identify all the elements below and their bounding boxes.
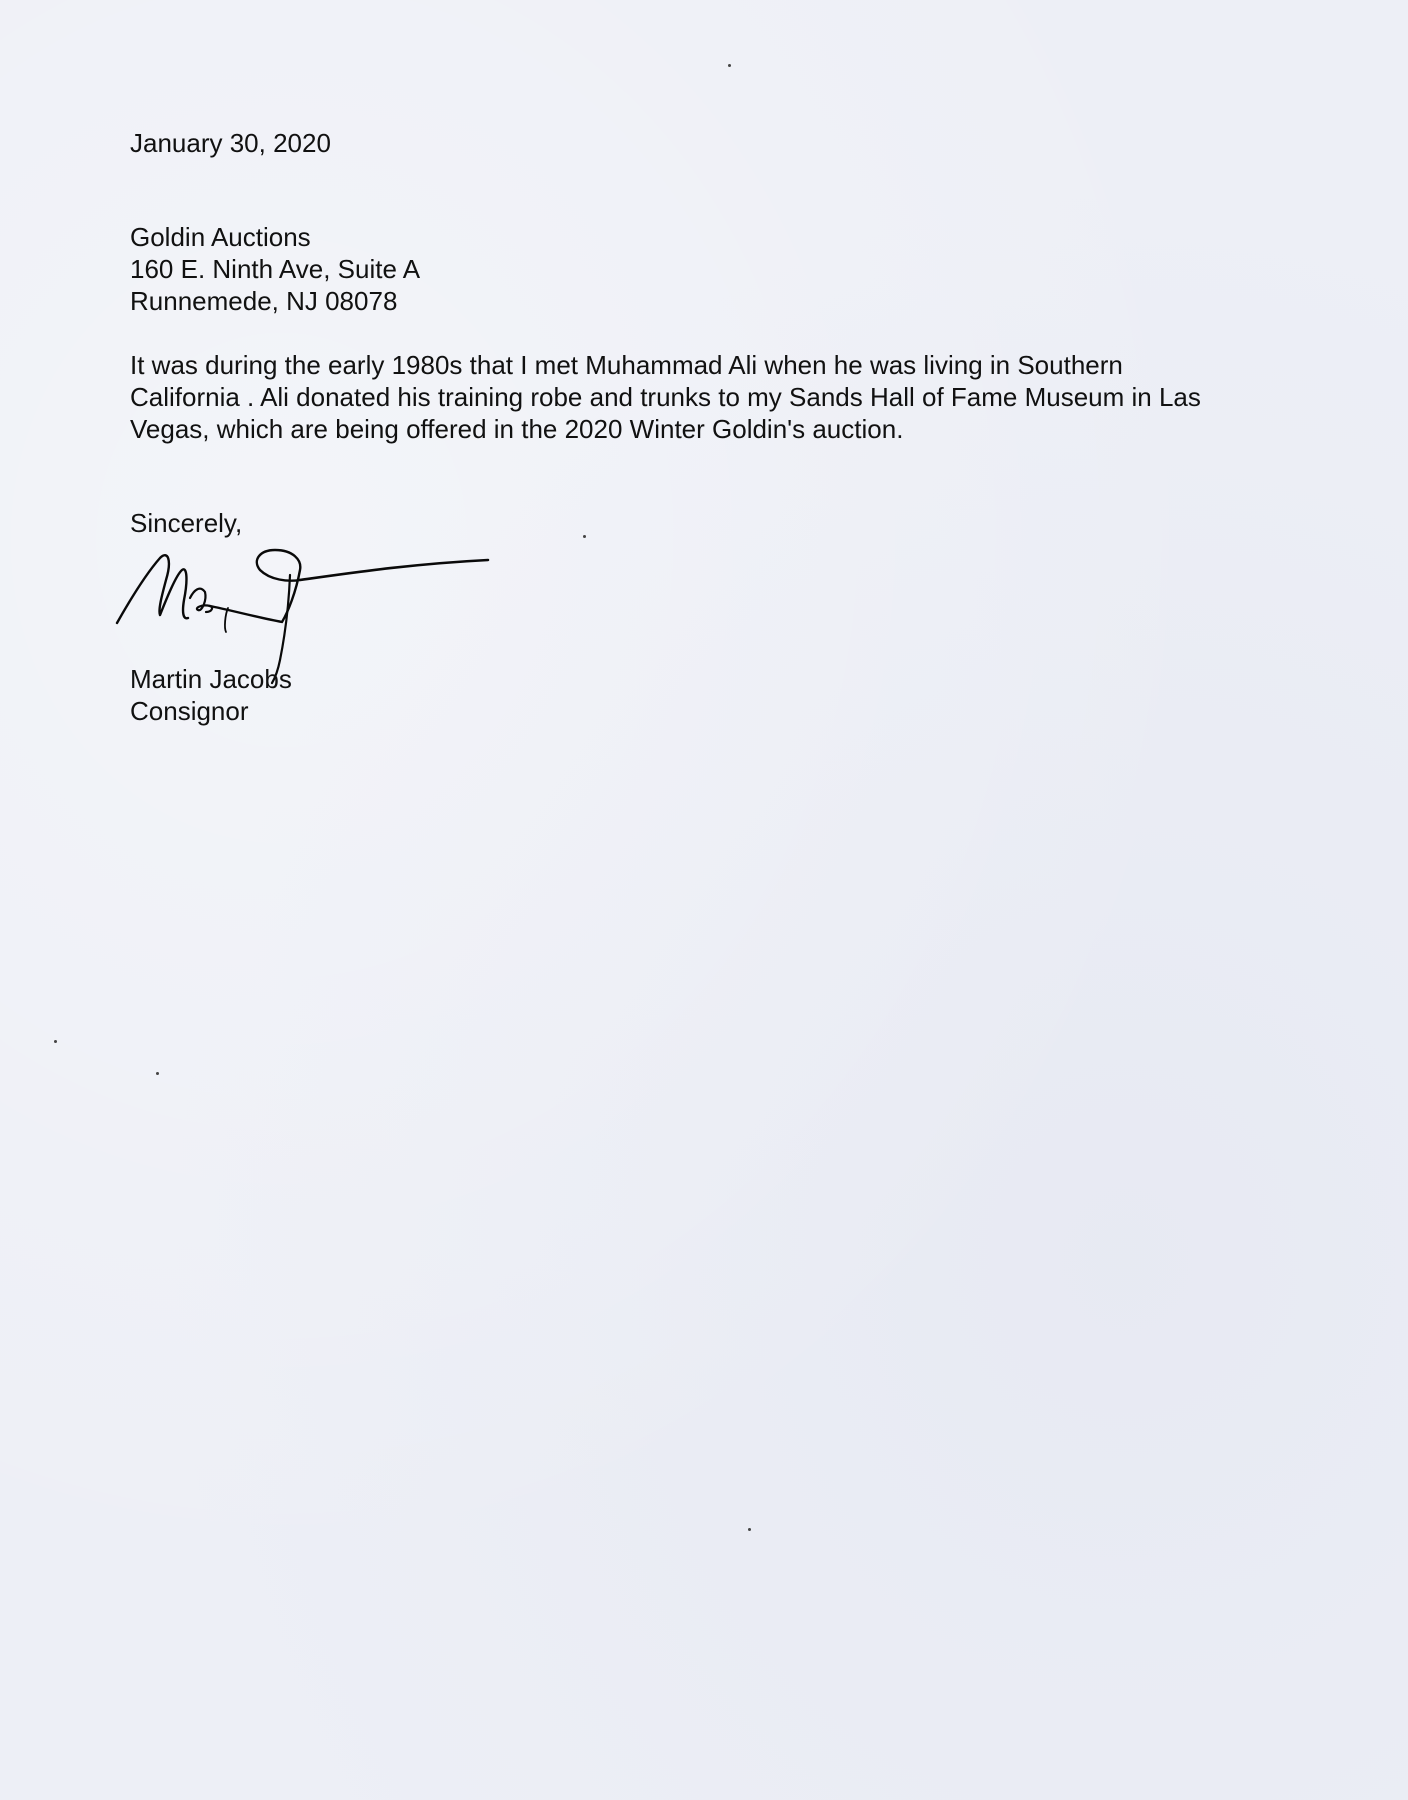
letter-closing: Sincerely, [130,508,243,538]
signer-title: Consignor [130,696,249,726]
body-line: It was during the early 1980s that I met Muhammad Ali when he was living in Southern [130,350,1123,380]
letter-body [130,349,1290,445]
paper-speck [583,535,586,538]
paper-speck [54,1040,57,1043]
recipient-street: 160 E. Ninth Ave, Suite A [130,254,421,284]
paper-speck [748,1528,751,1531]
letter-date: January 30, 2020 [130,128,331,158]
signer-block [130,663,292,727]
recipient-address [130,221,420,317]
paper-speck [728,64,731,67]
body-line: California . Ali donated his training robe and trunks to my Sands Hall of Fame Museum in Las [130,382,1201,412]
body-line: Vegas, which are being offered in the 2020 Winter Goldin's auction. [130,414,904,444]
recipient-city: Runnemede, NJ 08078 [130,286,398,316]
recipient-name: Goldin Auctions [130,222,311,252]
signer-name: Martin Jacobs [130,664,292,694]
paper-speck [156,1072,159,1075]
